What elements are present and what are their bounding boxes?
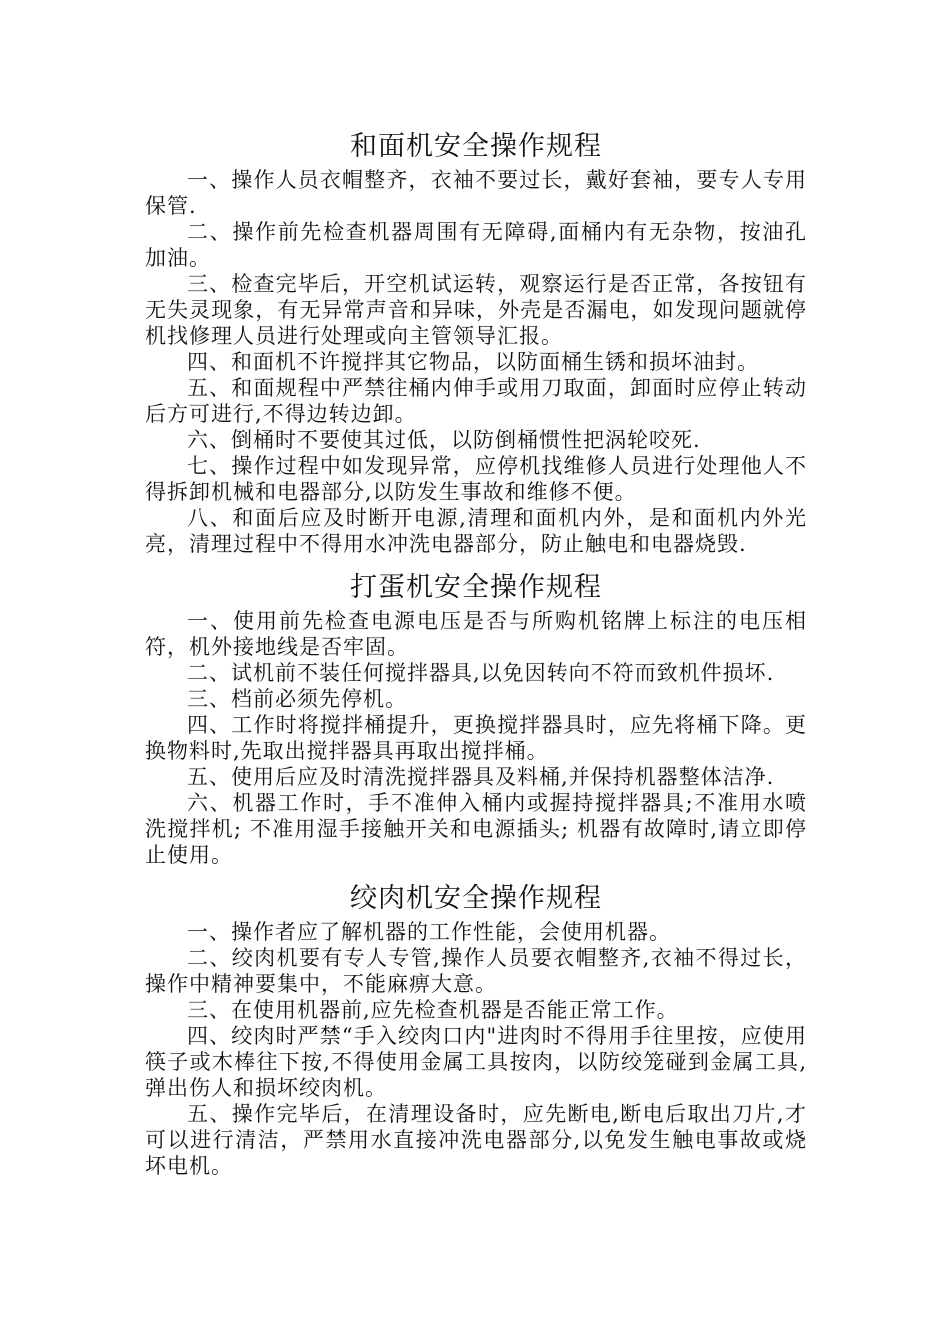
clause: 二、操作前先检查机器周围有无障碍,面桶内有无杂物，按油孔加油。 (145, 220, 807, 270)
clause: 五、使用后应及时清洗搅拌器具及料桶,并保持机器整体洁净. (187, 765, 775, 789)
clause: 六、机器工作时，手不准伸入桶内或握持搅拌器具;不准用水喷洗搅拌机; 不准用湿手接触开关和电源插头; 机器有故障时,请立即停止使用。 (145, 791, 807, 867)
document-page (145, 132, 807, 1179)
clause: 二、绞肉机要有专人专管,操作人员要衣帽整齐,衣袖不得过长，操作中精神要集中，不能麻痹大意。 (145, 946, 807, 996)
section-title: 打蛋机安全操作规程 (350, 572, 602, 603)
clause: 六、倒桶时不要使其过低，以防倒桶惯性把涡轮咬死. (187, 428, 701, 452)
section-meat-grinder (145, 884, 807, 1179)
clause: 三、档前必须先停机。 (187, 687, 407, 711)
clause: 五、和面规程中严禁往桶内伸手或用刀取面，卸面时应停止转动后方可进行,不得边转边卸。 (145, 376, 807, 426)
clause: 三、检查完毕后，开空机试运转，观察运行是否正常，各按钮有无失灵现象，有无异常声音和异味，外壳是否漏电，如发现问题就停机找修理人员进行处理或向主管领导汇报。 (145, 272, 807, 348)
section-title: 和面机安全操作规程 (350, 131, 602, 162)
clause: 四、和面机不许搅拌其它物品，以防面桶生锈和损坏油封。 (187, 350, 759, 374)
clause: 四、工作时将搅拌桶提升，更换搅拌器具时，应先将桶下降。更换物料时,先取出搅拌器具再取出搅拌桶。 (145, 713, 807, 763)
clause: 一、操作人员衣帽整齐，衣袖不要过长，戴好套袖，要专人专用保管. (145, 168, 807, 218)
section-title: 绞肉机安全操作规程 (350, 883, 602, 914)
clause: 五、操作完毕后，在清理设备时，应先断电,断电后取出刀片,才可以进行清洁，严禁用水直接冲洗电器部分,以免发生触电事故或烧坏电机。 (145, 1102, 807, 1178)
clause: 八、和面后应及时断开电源,清理和面机内外，是和面机内外光亮，清理过程中不得用水冲洗电器部分，防止触电和电器烧毁. (145, 506, 807, 556)
clause: 四、绞肉时严禁“手入绞肉口内"进肉时不得用手往里按，应使用筷子或木棒往下按,不得使用金属工具按肉，以防绞笼碰到金属工具,弹出伤人和损坏绞肉机。 (145, 1024, 807, 1100)
clause: 一、使用前先检查电源电压是否与所购机铭牌上标注的电压相符，机外接地线是否牢固。 (145, 609, 807, 659)
section-egg-beater (145, 573, 807, 868)
clause: 一、操作者应了解机器的工作性能，会使用机器。 (187, 920, 671, 944)
clause: 二、试机前不装任何搅拌器具,以免因转向不符而致机件损坏. (187, 661, 775, 685)
section-dough-mixer (145, 132, 807, 557)
clause: 七、操作过程中如发现异常，应停机找维修人员进行处理他人不得拆卸机械和电器部分,以防发生事故和维修不便。 (145, 454, 807, 504)
clause: 三、在使用机器前,应先检查机器是否能正常工作。 (187, 998, 679, 1022)
